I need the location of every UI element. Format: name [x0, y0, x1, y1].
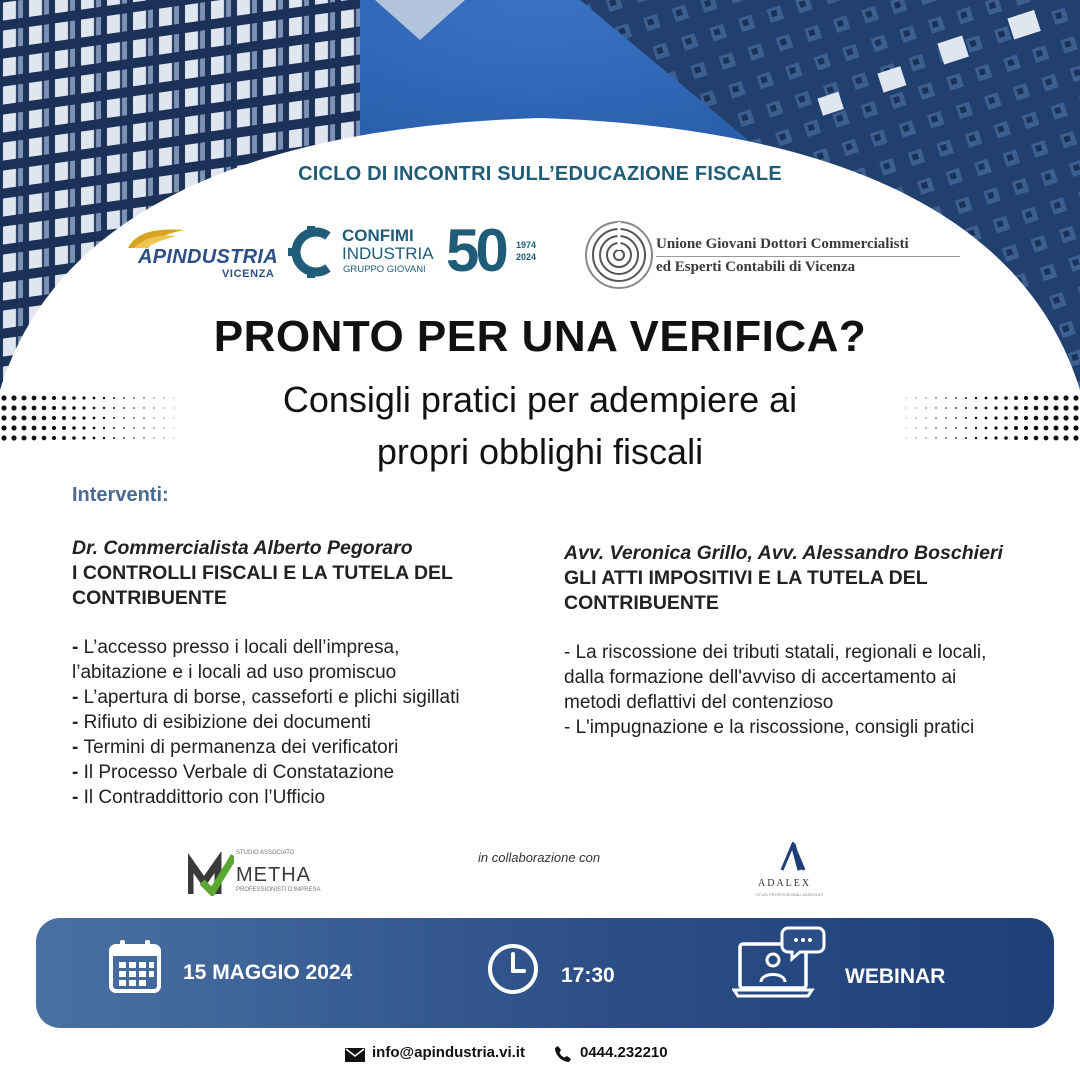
subtitle-line2: propri obblighi fiscali [376, 431, 704, 472]
ungdc-line1: Unione Giovani Dottori Commercialisti [656, 236, 909, 252]
list-item: - L’apertura di borse, casseforti e plichi sigillati [72, 687, 460, 708]
contact-email[interactable]: info@apindustria.vi.it [372, 1044, 525, 1061]
right-column [564, 541, 1054, 740]
left-column [72, 536, 542, 810]
subtitle-line1: Consigli pratici per adempiere ai [282, 379, 798, 420]
metha-small: STUDIO ASSOCIATO [236, 850, 295, 856]
fingerprint-seal-icon [584, 220, 654, 290]
fifty-year-start: 1974 [516, 240, 537, 250]
metha-m-icon [188, 852, 234, 896]
confimi-line1: CONFIMI [342, 226, 414, 245]
ungdc-logo [584, 220, 964, 290]
webinar-laptop-icon [732, 922, 828, 1002]
adalex-name: ADALEX [758, 878, 812, 889]
metha-tag: PROFESSIONISTI D'IMPRESA [236, 887, 321, 893]
left-speaker: Dr. Commercialista Alberto Pegoraro [72, 537, 413, 559]
event-time: 17:30 [561, 964, 615, 987]
list-item: - Il Contraddittorio con l’Ufficio [72, 787, 326, 808]
adalex-logo [748, 842, 838, 898]
metha-name: METHA [236, 864, 311, 886]
gear-c-icon [288, 226, 334, 278]
left-topic-line2: CONTRIBUENTE [72, 587, 227, 609]
contact-phone[interactable]: 0444.232210 [580, 1044, 668, 1061]
list-item: - La riscossione dei tributi statali, regionali e locali, [564, 642, 987, 663]
list-item: l’abitazione e i locali ad uso promiscuo [72, 662, 397, 683]
fifty-year-end: 2024 [516, 252, 537, 262]
adalex-a-icon [780, 842, 806, 872]
right-topic-line2: CONTRIBUENTE [564, 592, 719, 614]
right-speaker: Avv. Veronica Grillo, Avv. Alessandro Boschieri [564, 542, 1003, 564]
headline: PRONTO PER UNA VERIFICA? [213, 312, 867, 361]
list-item: - L’accesso presso i locali dell’impresa, [72, 637, 400, 658]
adalex-tag: STUDI PROFESSIONALI ASSOCIATI [756, 892, 824, 897]
interventi-label: Interventi: [72, 484, 169, 506]
apindustria-name: APINDUSTRIA [138, 246, 278, 268]
clock-icon [486, 942, 540, 996]
list-item: - Rifiuto di esibizione dei documenti [72, 712, 371, 733]
fifty-number: 50 [446, 217, 505, 284]
event-date: 15 MAGGIO 2024 [183, 961, 353, 984]
right-topic [564, 566, 1054, 616]
right-topic-line1: GLI ATTI IMPOSITIVI E LA TUTELA DEL [564, 567, 928, 589]
list-item: - Termini di permanenza dei verificatori [72, 737, 399, 758]
apindustria-city: VICENZA [222, 268, 275, 280]
metha-logo [188, 850, 328, 898]
list-item: metodi deflattivi del contenzioso [564, 692, 834, 713]
calendar-icon [108, 938, 162, 994]
phone-icon [554, 1045, 572, 1063]
confimi-line2: INDUSTRIA [342, 244, 434, 263]
confimi-logo [288, 222, 448, 282]
left-topic [72, 561, 542, 611]
subtitle [0, 374, 1080, 478]
left-topic-line1: I CONTROLLI FISCALI E LA TUTELA DEL [72, 562, 453, 584]
fifty-anniversary-logo [446, 218, 546, 282]
list-item: - Il Processo Verbale di Constatazione [72, 762, 395, 783]
ungdc-line2: ed Esperti Contabili di Vicenza [656, 259, 856, 275]
list-item: - L'impugnazione e la riscossione, consigli pratici [564, 717, 975, 738]
event-mode: WEBINAR [845, 965, 946, 988]
event-info-bar [36, 918, 1054, 1028]
apindustria-logo [124, 222, 284, 282]
list-item: dalla formazione dell'avviso di accertamento ai [564, 667, 957, 688]
confimi-line3: GRUPPO GIOVANI [343, 264, 426, 275]
mail-icon [345, 1048, 365, 1062]
collaboration-text: in collaborazione con [478, 850, 601, 865]
series-title: CICLO DI INCONTRI SULL’EDUCAZIONE FISCALE [298, 163, 782, 185]
